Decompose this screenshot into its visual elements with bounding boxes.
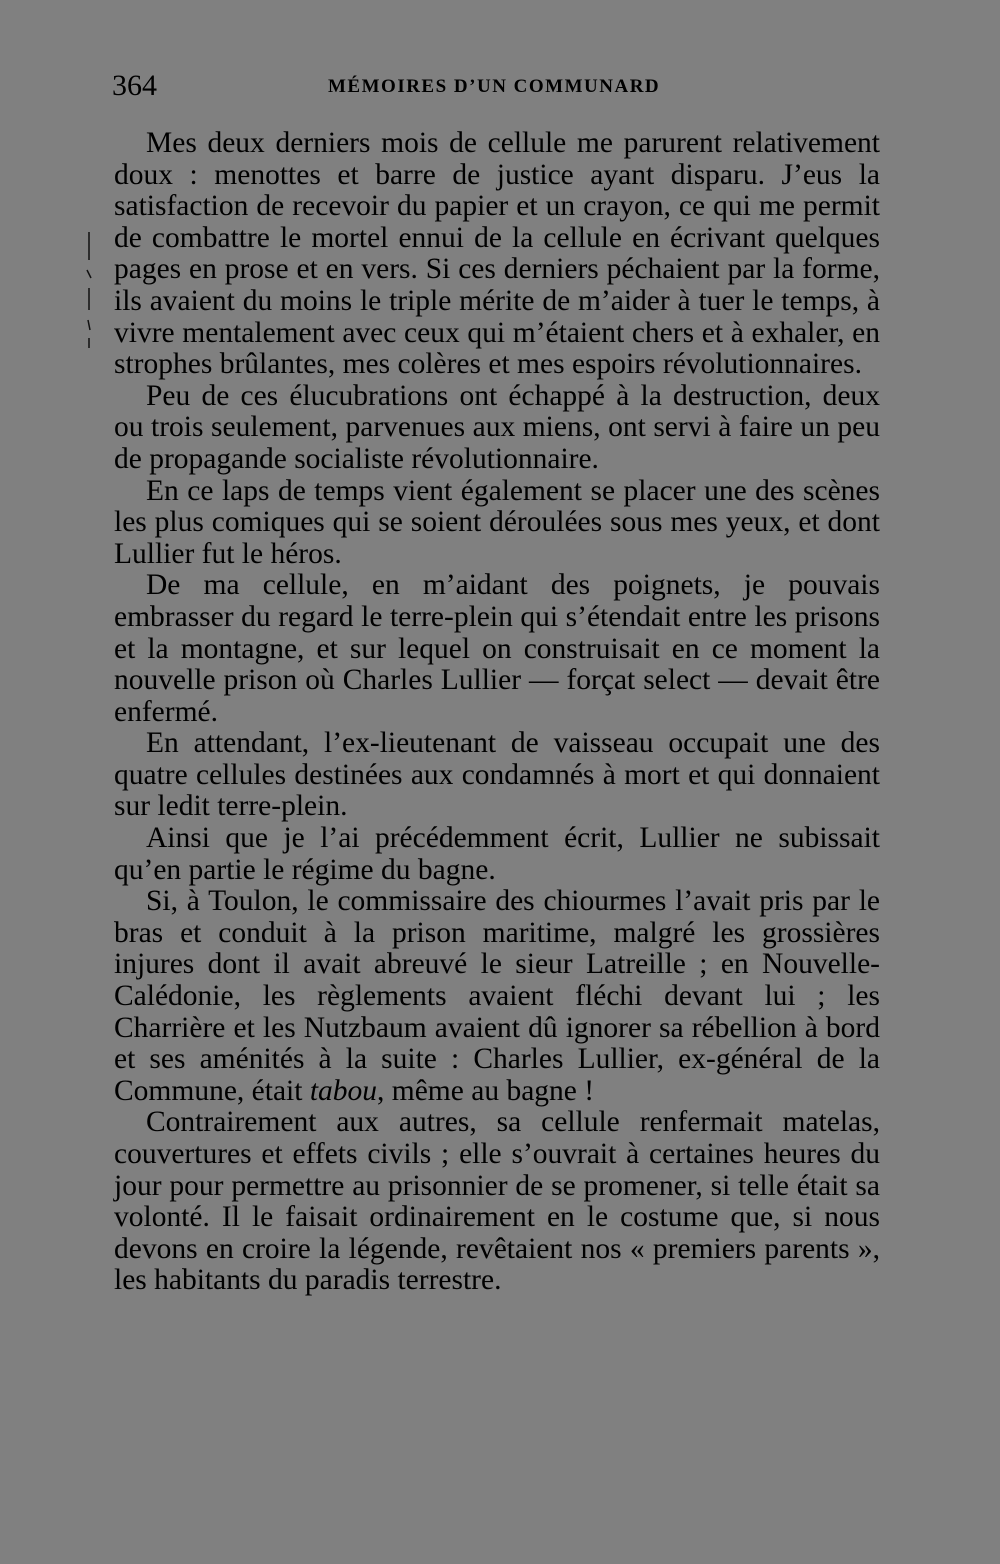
page-header (112, 66, 878, 106)
paragraph (114, 886, 880, 1107)
margin-annotation-mark (84, 230, 94, 350)
paragraph: En ce laps de temps vient également se placer une des scènes les plus comiques qui se soient déroulées sous mes yeux, et dont Lullier fut le héros. (114, 474, 880, 570)
paragraph: De ma cellule, en m’aidant des poignets, je pouvais embrasser du regard le terre-plein qui s’étendait entre les prisons et la montagne, et sur lequel on construisait en ce moment la nouvelle prison où Charles Lullier — forçat select — devait être enfermé. (114, 569, 880, 728)
paragraph: Peu de ces élucubrations ont échappé à la destruction, deux ou trois seulement, parvenues aux miens, ont servi à faire un peu de propagande socialiste révolutionnaire. (114, 379, 880, 475)
paragraph: Ainsi que je l’ai précédemment écrit, Lullier ne subissait qu’en partie le régime du bagne. (114, 822, 880, 886)
paragraph: Contrairement aux autres, sa cellule renfermait matelas, couvertures et effets civils ; elle s’ouvrait à certaines heures du jour pour permettre au prisonnier de se promener, si telle était sa volonté. Il le faisait ordinairement en le costume que, si nous devons en croire la légende, revêtaient nos « premiers parents », les habitants du paradis terrestre. (114, 1106, 880, 1297)
paragraph-text: , même au bagne ! (377, 1074, 595, 1107)
paragraph: Mes deux derniers mois de cellule me parurent relativement doux : menottes et barre de justice ayant disparu. J’eus la satisfaction de recevoir du papier et un crayon, ce qui me permit de combattre le mortel ennui de la cellule en écrivant quelques pages en prose et en vers. Si ces derniers péchaient par la forme, ils avaient du moins le triple mérite de m’aider à tuer le temps, à vivre mentalement avec ceux qui m’étaient chers et à exhaler, en strophes brûlantes, mes colères et mes espoirs révolutionnaires. (114, 127, 880, 381)
running-title: MÉMOIRES D’UN COMMUNARD (328, 76, 661, 97)
paragraph: En attendant, l’ex-lieutenant de vaisseau occupait une des quatre cellules destinées aux condamnés à mort et qui donnaient sur ledit terre-plein. (114, 727, 880, 823)
page-number: 364 (112, 69, 157, 102)
paragraph-text: Si, à Toulon, le commissaire des chiourmes l’avait pris par le bras et conduit à la prison maritime, malgré les grossières injures dont il avait abreuvé le sieur Latreille ; en Nouvelle-Calédonie, les règlements avaient fléchi devant lui ; les Charrière et les Nutzbaum avaient dû ignorer sa rébellion à bord et ses aménités à la suite : Charles Lullier, ex-général de la Commune, était (114, 885, 880, 1107)
body-text (114, 128, 880, 1297)
emphasized-word: tabou (309, 1074, 378, 1107)
